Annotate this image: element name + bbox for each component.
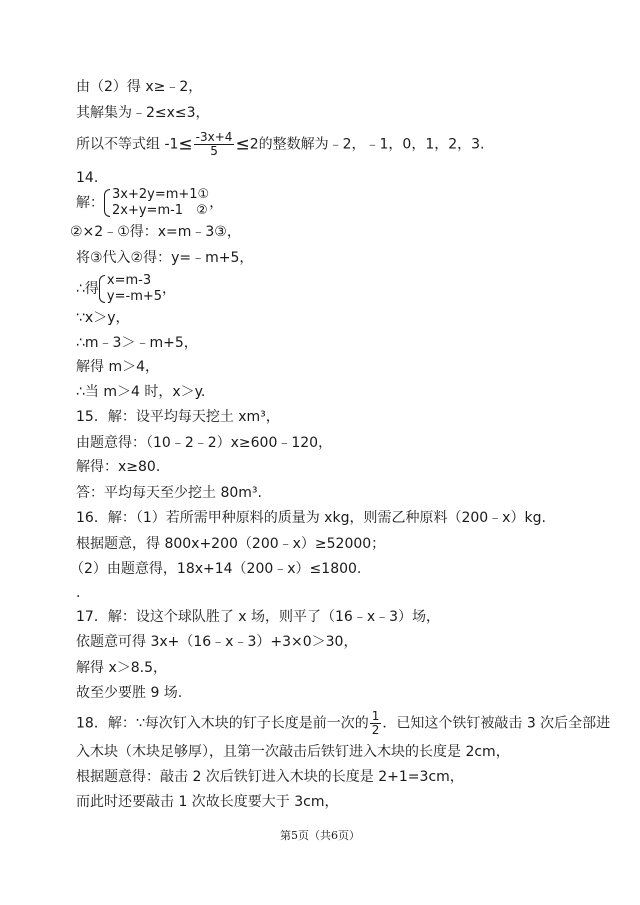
text-span: ．已知这个铁钉被敲击 3 次后全部进 [382,715,611,732]
equation-system-line [76,273,176,305]
text-line: 入木块（木块足够厚），且第一次敲击后铁钉进入木块的长度是 2cm， [76,744,510,760]
text-line: 17．解：设这个球队胜了 x 场，则平了（16﹣x﹣3）场， [76,609,441,625]
text-line: 依题意可得 3x+（16﹣x﹣3）+3×0＞30， [76,634,358,650]
equation: 2x+y=m-1 ② [112,203,208,218]
text-line: （2）由题意得，18x+14（200﹣x）≤1800. [70,561,362,577]
text-line: ∴m﹣3＞﹣m+5， [76,335,198,351]
text-line: 由（2）得 x≥﹣2， [76,79,203,95]
fraction [194,131,235,158]
text-line: 其解集为﹣2≤x≤3， [76,105,210,121]
text-line: ②×2﹣①得：x=m﹣3③， [70,224,241,240]
text-line: ∴当 m＞4 时，x＞y. [76,384,206,400]
text-span: 解： [76,195,104,211]
fraction-numerator: 1 [371,709,380,723]
text-line: 由题意得：（10﹣2﹣2）x≥600﹣120， [76,435,333,451]
le-symbol: ≤ [235,134,250,155]
text-line: . [76,585,81,601]
fraction-denominator: 5 [210,144,218,158]
equation-system-line [76,187,223,219]
equation: 3x+2y=m+1① [112,187,210,202]
fraction-numerator: -3x+4 [195,130,233,144]
equation: x=m-3 [106,273,152,288]
text-span: ， [209,195,224,211]
text-line: 15．解：设平均每天挖土 xm³， [76,409,280,425]
text-line: 解得 m＞4， [76,359,159,375]
text-span: 2的整数解为﹣2，﹣1，0，1，2，3. [249,136,485,153]
text-line: ∵x＞y， [76,310,130,326]
text-line: 16．解：（1）若所需甲种原料的质量为 xkg，则需乙种原料（200﹣x）kg. [76,510,546,526]
text-line: 根据题意得：敲击 2 次后铁钉进入木块的长度是 2+1=3cm， [76,769,464,785]
equation-system [104,187,209,219]
text-line [76,710,610,737]
text-line: 根据题意，得 800x+200（200﹣x）≥52000； [76,536,386,552]
text-span: 18．解：∵每次钉入木块的钉子长度是前一次的 [76,715,369,732]
equation-system [99,273,162,305]
text-line: 解得：x≥80. [76,459,161,475]
text-line: 将③代入②得：y=﹣m+5， [76,250,254,266]
le-symbol: ≤ [178,134,193,155]
text-line: 解得 x＞8.5， [76,660,167,676]
inequality-line [76,131,485,158]
text-line: 而此时还要敲击 1 次故长度要大于 3cm， [76,794,339,810]
equation: y=-m+5 [106,289,163,304]
question-number: 14. [76,170,99,186]
text-line: 故至少要胜 9 场. [76,685,183,701]
text-span: ， [162,281,177,297]
page-footer: 第5页（共6页） [280,829,360,842]
text-span: ∴得 [76,281,99,297]
text-span: 所以不等式组 -1 [76,136,179,153]
text-line: 答：平均每天至少挖土 80m³. [76,485,262,501]
fraction-denominator: 2 [371,723,380,737]
fraction [370,710,382,737]
